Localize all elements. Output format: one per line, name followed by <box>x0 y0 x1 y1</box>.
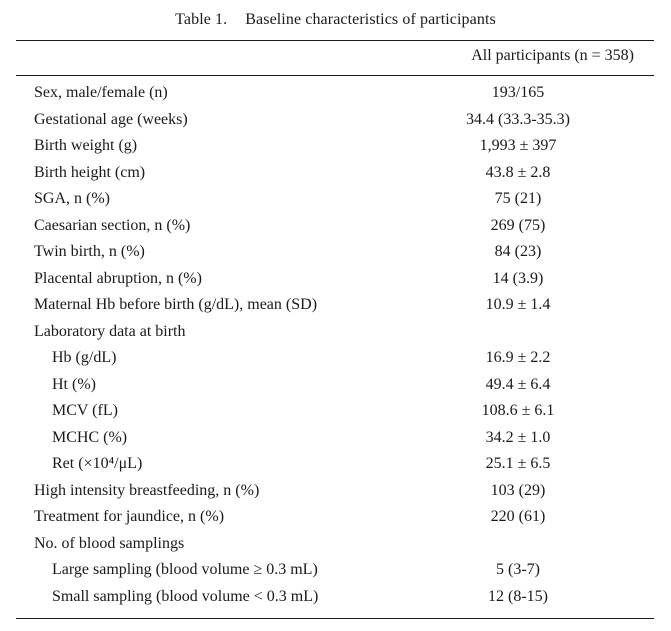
table-body <box>0 80 671 610</box>
top-rule <box>16 40 654 41</box>
row-value: 1,993 ± 397 <box>479 137 557 154</box>
row-label: Gestational age (weeks) <box>34 110 188 128</box>
row-value: 34.4 (33.3-35.3) <box>466 110 570 128</box>
row-label: Birth height (cm) <box>34 163 146 181</box>
row-value: 12 (8-15) <box>488 587 548 605</box>
row-value: 103 (29) <box>490 481 546 499</box>
table-row <box>0 239 671 266</box>
row-label: MCHC (%) <box>52 428 128 446</box>
table-caption <box>0 11 671 29</box>
row-label: Ht (%) <box>52 375 96 393</box>
row-value: 14 (3.9) <box>492 269 544 287</box>
row-label: Laboratory data at birth <box>34 322 186 340</box>
row-label: No. of blood samplings <box>34 534 185 552</box>
row-value: 49.4 ± 6.4 <box>485 375 551 393</box>
row-value: 269 (75) <box>490 216 546 234</box>
row-value: 220 (61) <box>490 508 546 525</box>
row-label: Treatment for jaundice, n (%) <box>34 508 225 525</box>
table-row <box>0 451 671 478</box>
row-label: High intensity breastfeeding, n (%) <box>34 481 260 499</box>
table-row <box>0 478 671 505</box>
row-label: Caesarian section, n (%) <box>34 216 191 234</box>
row-label: Small sampling (blood volume < 0.3 mL) <box>52 587 319 605</box>
table-row <box>0 319 671 346</box>
table-number: Table 1. <box>175 11 228 28</box>
row-value: 75 (21) <box>494 190 542 207</box>
row-value: 34.2 ± 1.0 <box>485 428 551 446</box>
table-row <box>0 266 671 293</box>
table-title: Baseline characteristics of participants <box>245 11 496 28</box>
row-label: Placental abruption, n (%) <box>34 269 202 287</box>
table-row <box>0 398 671 425</box>
row-label: Twin birth, n (%) <box>34 243 145 260</box>
table-row <box>0 425 671 452</box>
row-label: Birth weight (g) <box>34 137 138 154</box>
row-label: SGA, n (%) <box>34 190 110 207</box>
row-label: Maternal Hb before birth (g/dL), mean (SD) <box>34 296 318 313</box>
table-row <box>0 531 671 558</box>
row-value: 43.8 ± 2.8 <box>485 163 551 181</box>
row-label: Large sampling (blood volume ≥ 0.3 mL) <box>52 561 318 578</box>
table-row <box>0 213 671 240</box>
bottom-rule <box>16 618 654 619</box>
row-label: Ret (×10⁴/μL) <box>52 455 143 472</box>
row-value: 193/165 <box>491 84 545 101</box>
table-row <box>0 133 671 160</box>
table-row <box>0 186 671 213</box>
row-label: Sex, male/female (n) <box>34 84 168 101</box>
column-header: All participants (n = 358) <box>471 47 634 64</box>
row-value: 10.9 ± 1.4 <box>485 296 551 313</box>
row-value: 16.9 ± 2.2 <box>485 349 551 366</box>
row-label: MCV (fL) <box>52 402 118 419</box>
header-rule <box>16 75 654 76</box>
row-value: 5 (3-7) <box>496 561 540 578</box>
table-row <box>0 80 671 107</box>
row-value: 25.1 ± 6.5 <box>485 455 551 472</box>
table-row <box>0 292 671 319</box>
table-row <box>0 372 671 399</box>
table-row <box>0 504 671 531</box>
table-row <box>0 107 671 134</box>
table-row <box>0 160 671 187</box>
row-value: 108.6 ± 6.1 <box>481 402 555 419</box>
table-row <box>0 557 671 584</box>
table-row <box>0 584 671 611</box>
row-value: 84 (23) <box>494 243 542 260</box>
table-row <box>0 345 671 372</box>
row-label: Hb (g/dL) <box>52 349 117 366</box>
